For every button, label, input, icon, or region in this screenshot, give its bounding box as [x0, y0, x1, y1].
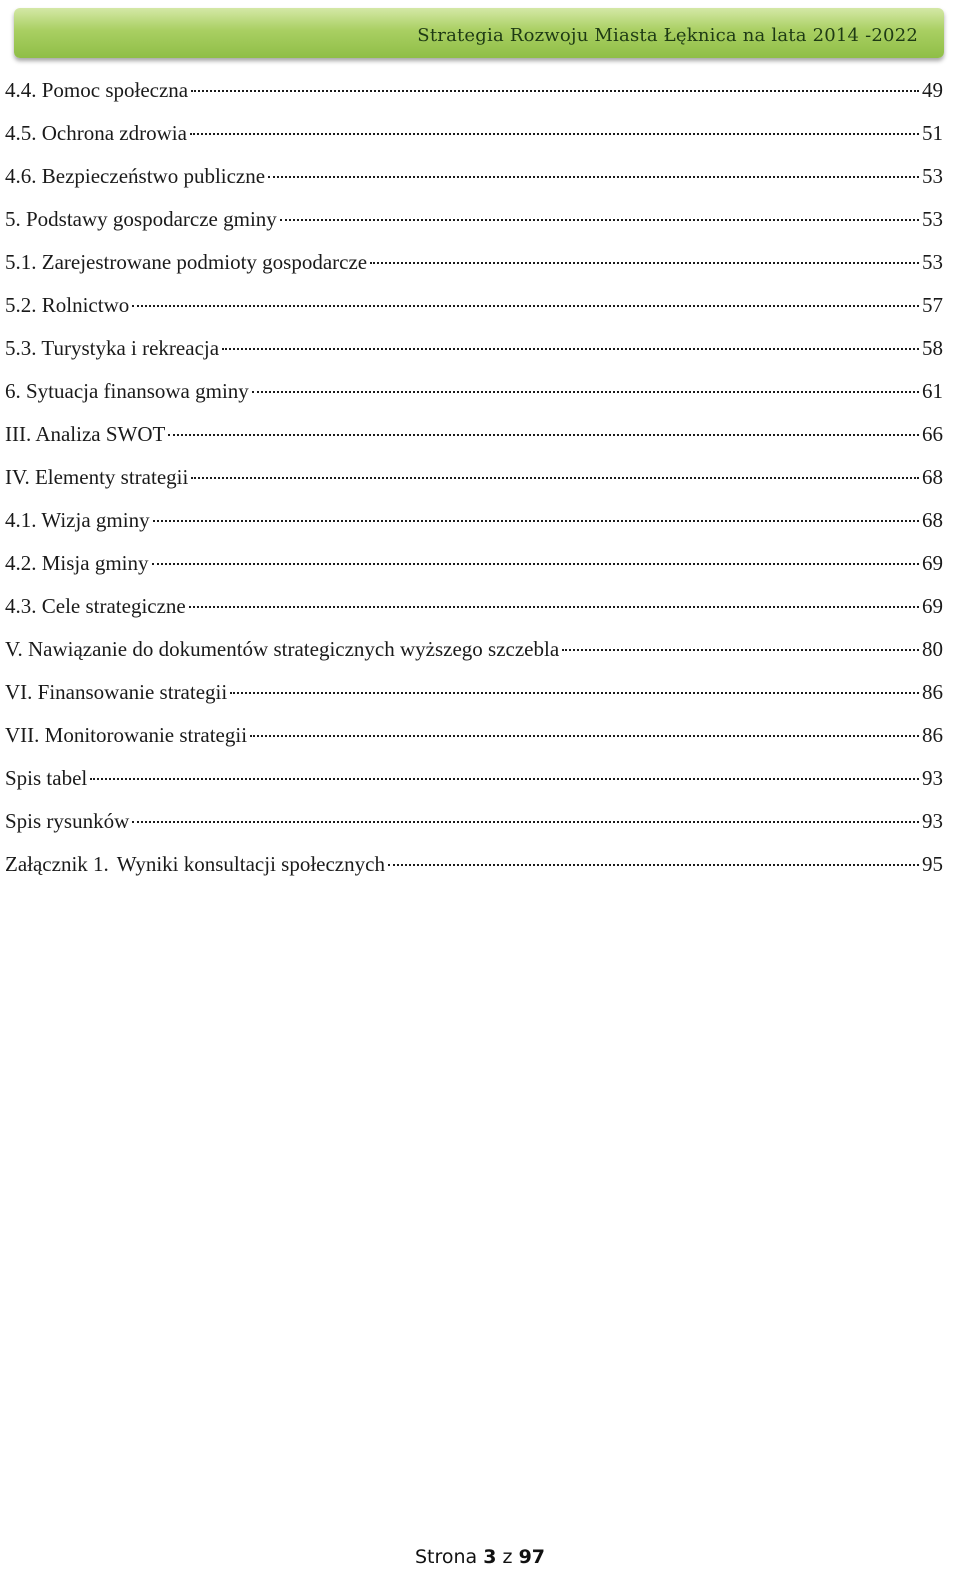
- toc-dot-leader: [250, 735, 919, 737]
- toc-entry[interactable]: [5, 678, 943, 721]
- toc-entry-page: 68: [922, 465, 943, 489]
- toc-entry-page: 69: [922, 551, 943, 575]
- toc-entry-title: VI. Finansowanie strategii: [5, 680, 228, 704]
- toc-entry-page: 93: [922, 809, 943, 833]
- toc-entry-title: 5. Podstawy gospodarcze gminy: [5, 207, 277, 231]
- toc-dot-leader: [168, 434, 919, 436]
- footer-separator: z: [502, 1546, 513, 1568]
- toc-entry[interactable]: [5, 162, 943, 205]
- toc-dot-leader: [370, 262, 919, 264]
- toc-entry-page: 93: [922, 766, 943, 790]
- toc-dot-leader: [132, 821, 919, 823]
- toc-entry[interactable]: [5, 721, 943, 764]
- toc-entry-title: IV. Elementy strategii: [5, 465, 189, 489]
- toc-entry-page: 68: [922, 508, 943, 532]
- toc-entry-title: III. Analiza SWOT: [5, 422, 166, 446]
- toc-entry-page: 58: [922, 336, 943, 360]
- toc-entry-page: 95: [922, 852, 943, 876]
- toc-entry-title: Spis tabel: [5, 766, 88, 790]
- toc-entry[interactable]: [5, 764, 943, 807]
- footer-total-pages: 97: [518, 1546, 546, 1568]
- toc-entry[interactable]: [5, 377, 943, 420]
- toc-entry[interactable]: [5, 291, 943, 334]
- toc-entry[interactable]: [5, 334, 943, 377]
- toc-entry-page: 86: [922, 680, 943, 704]
- toc-dot-leader: [190, 133, 919, 135]
- toc-entry[interactable]: [5, 506, 943, 549]
- toc-entry[interactable]: [5, 205, 943, 248]
- toc-entry-title: 4.2. Misja gminy: [5, 551, 149, 575]
- toc-entry-title: 6. Sytuacja finansowa gminy: [5, 379, 249, 403]
- toc-entry-title: 5.2. Rolnictwo: [5, 293, 130, 317]
- toc-entry-number: Załącznik 1.: [5, 852, 109, 876]
- header-title: Strategia Rozwoju Miasta Łęknica na lata 2014 -2022: [417, 25, 918, 46]
- toc-entry-title: 5.1. Zarejestrowane podmioty gospodarcze: [5, 250, 368, 274]
- toc-entry[interactable]: [5, 592, 943, 635]
- toc-entry-text: Wyniki konsultacji społecznych: [116, 852, 385, 876]
- toc-entry[interactable]: [5, 76, 943, 119]
- toc-entry-page: 86: [922, 723, 943, 747]
- toc-entry-page: 53: [922, 250, 943, 274]
- toc-dot-leader: [132, 305, 919, 307]
- toc-entry[interactable]: [5, 420, 943, 463]
- toc-entry-page: 57: [922, 293, 943, 317]
- toc-entry-title: 4.1. Wizja gminy: [5, 508, 150, 532]
- toc-entry-title: 4.6. Bezpieczeństwo publiczne: [5, 164, 266, 188]
- footer-current-page: 3: [483, 1546, 497, 1568]
- toc-dot-leader: [90, 778, 919, 780]
- toc-dot-leader: [268, 176, 919, 178]
- toc-entry-page: 53: [922, 164, 943, 188]
- toc-dot-leader: [152, 563, 919, 565]
- toc-entry-title: Spis rysunków: [5, 809, 130, 833]
- toc-entry-title: 4.3. Cele strategiczne: [5, 594, 186, 618]
- toc-dot-leader: [191, 90, 919, 92]
- toc-entry[interactable]: [5, 635, 943, 678]
- toc-entry-title: 4.5. Ochrona zdrowia: [5, 121, 187, 145]
- toc-dot-leader: [388, 864, 919, 866]
- toc-entry-title: 5.3. Turystyka i rekreacja: [5, 336, 220, 360]
- toc-entry[interactable]: [5, 850, 943, 893]
- toc-entry-page: 61: [922, 379, 943, 403]
- toc-entry[interactable]: [5, 463, 943, 506]
- toc-dot-leader: [562, 649, 919, 651]
- toc-entry-page: 69: [922, 594, 943, 618]
- footer-prefix: Strona: [414, 1546, 478, 1568]
- toc-entry-page: 49: [922, 78, 943, 102]
- toc-entry[interactable]: [5, 119, 943, 162]
- toc-dot-leader: [222, 348, 919, 350]
- toc-entry-title: VII. Monitorowanie strategii: [5, 723, 248, 747]
- toc-entry-page: 80: [922, 637, 943, 661]
- toc-entry-title: V. Nawiązanie do dokumentów strategicznych wyższego szczebla: [5, 637, 560, 661]
- toc-dot-leader: [280, 219, 919, 221]
- toc-entry-page: 51: [922, 121, 943, 145]
- toc-dot-leader: [189, 606, 919, 608]
- toc-entry-title: 4.4. Pomoc społeczna: [5, 78, 189, 102]
- toc-entry-title: [5, 850, 385, 878]
- toc-dot-leader: [230, 692, 919, 694]
- toc-entry-page: 66: [922, 422, 943, 446]
- toc-entry-page: 53: [922, 207, 943, 231]
- page-footer: [0, 1546, 960, 1568]
- toc-dot-leader: [153, 520, 919, 522]
- toc-entry[interactable]: [5, 549, 943, 592]
- header-banner: [14, 8, 944, 58]
- toc-dot-leader: [191, 477, 919, 479]
- toc-dot-leader: [252, 391, 919, 393]
- toc-entry[interactable]: [5, 248, 943, 291]
- table-of-contents: [5, 76, 943, 893]
- toc-entry[interactable]: [5, 807, 943, 850]
